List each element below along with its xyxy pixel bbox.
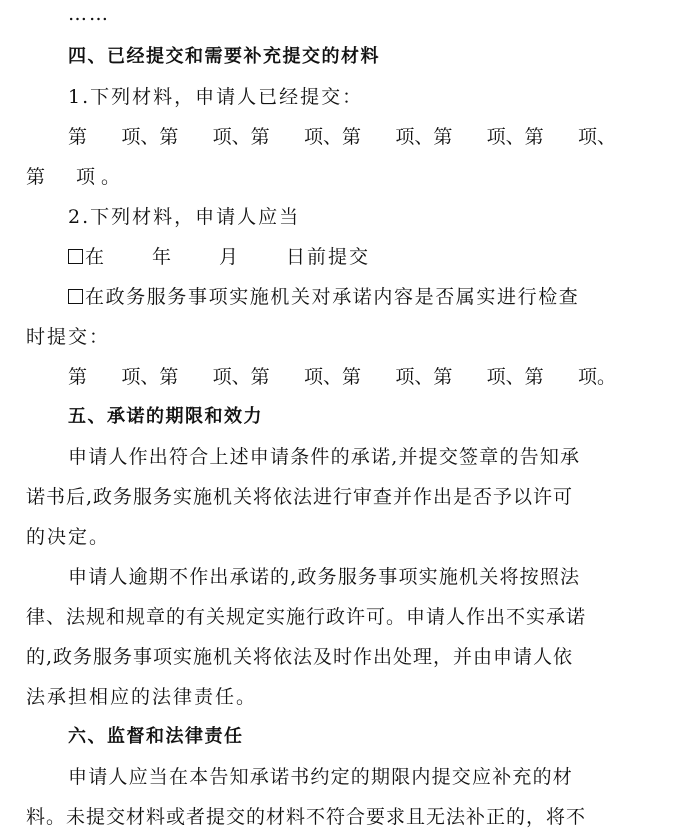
option-1-part: 年 bbox=[152, 246, 174, 268]
checkbox-option-2[interactable] bbox=[68, 289, 83, 304]
list-item: 项、第 bbox=[212, 126, 270, 148]
option-2-list bbox=[68, 365, 616, 389]
ellipsis: …… bbox=[68, 3, 110, 25]
option-2-text: 在政务服务事项实施机关对承诺内容是否属实进行检查 bbox=[85, 286, 580, 308]
section-five-p2-line: 法承担相应的法律责任。 bbox=[26, 686, 258, 708]
option-2-line-2: 时提交： bbox=[26, 326, 111, 348]
option-2-line-1 bbox=[68, 285, 579, 309]
list-item: 项、第 bbox=[303, 366, 361, 388]
section-five-p1-line: 申请人作出符合上述申请条件的承诺,并提交签章的告知承 bbox=[68, 446, 581, 468]
section-four-heading: 四、已经提交和需要补充提交的材料 bbox=[68, 46, 380, 67]
list-item: 项、第 bbox=[486, 126, 544, 148]
list-item: 项。 bbox=[577, 366, 616, 388]
section-five-p2-line: 律、法规和规章的有关规定实施行政许可。申请人作出不实承诺 bbox=[26, 606, 587, 628]
option-1 bbox=[68, 245, 370, 269]
list-item: 项、第 bbox=[486, 366, 544, 388]
list-item: 项、 bbox=[577, 126, 616, 148]
list-item: 项、第 bbox=[121, 366, 179, 388]
section-five-p1-line: 的决定。 bbox=[26, 526, 111, 548]
section-five-heading: 五、承诺的期限和效力 bbox=[68, 406, 263, 427]
option-1-part: 在 bbox=[85, 246, 107, 268]
checkbox-option-1[interactable] bbox=[68, 249, 83, 264]
item-2-text: 2.下列材料，申请人应当 bbox=[68, 206, 301, 228]
item-1-list-tail: 第 项。 bbox=[26, 166, 127, 188]
section-five-p2-line: 申请人逾期不作出承诺的,政务服务事项实施机关将按照法 bbox=[68, 566, 581, 588]
item-1-list bbox=[68, 125, 616, 149]
option-1-part: 月 bbox=[219, 246, 241, 268]
list-item: 项、第 bbox=[395, 366, 453, 388]
item-1-text: 1.下列材料，申请人已经提交： bbox=[68, 86, 364, 108]
list-item: 第 bbox=[68, 366, 88, 388]
option-1-part: 日前提交 bbox=[286, 246, 371, 268]
list-item: 第 bbox=[68, 126, 88, 148]
list-item: 项、第 bbox=[395, 126, 453, 148]
section-six-p1-line: 料。未提交材料或者提交的材料不符合要求且无法补正的，将不 bbox=[26, 806, 587, 828]
list-item: 项、第 bbox=[212, 366, 270, 388]
section-six-heading: 六、监督和法律责任 bbox=[68, 726, 244, 747]
section-six-p1-line: 申请人应当在本告知承诺书约定的期限内提交应补充的材 bbox=[68, 766, 574, 788]
section-five-p2-line: 的,政务服务事项实施机关将依法及时作出处理，并由申请人依 bbox=[26, 646, 574, 668]
list-item: 项、第 bbox=[121, 126, 179, 148]
list-item: 项、第 bbox=[303, 126, 361, 148]
section-five-p1-line: 诺书后,政务服务实施机关将依法进行审查并作出是否予以许可 bbox=[26, 486, 574, 508]
